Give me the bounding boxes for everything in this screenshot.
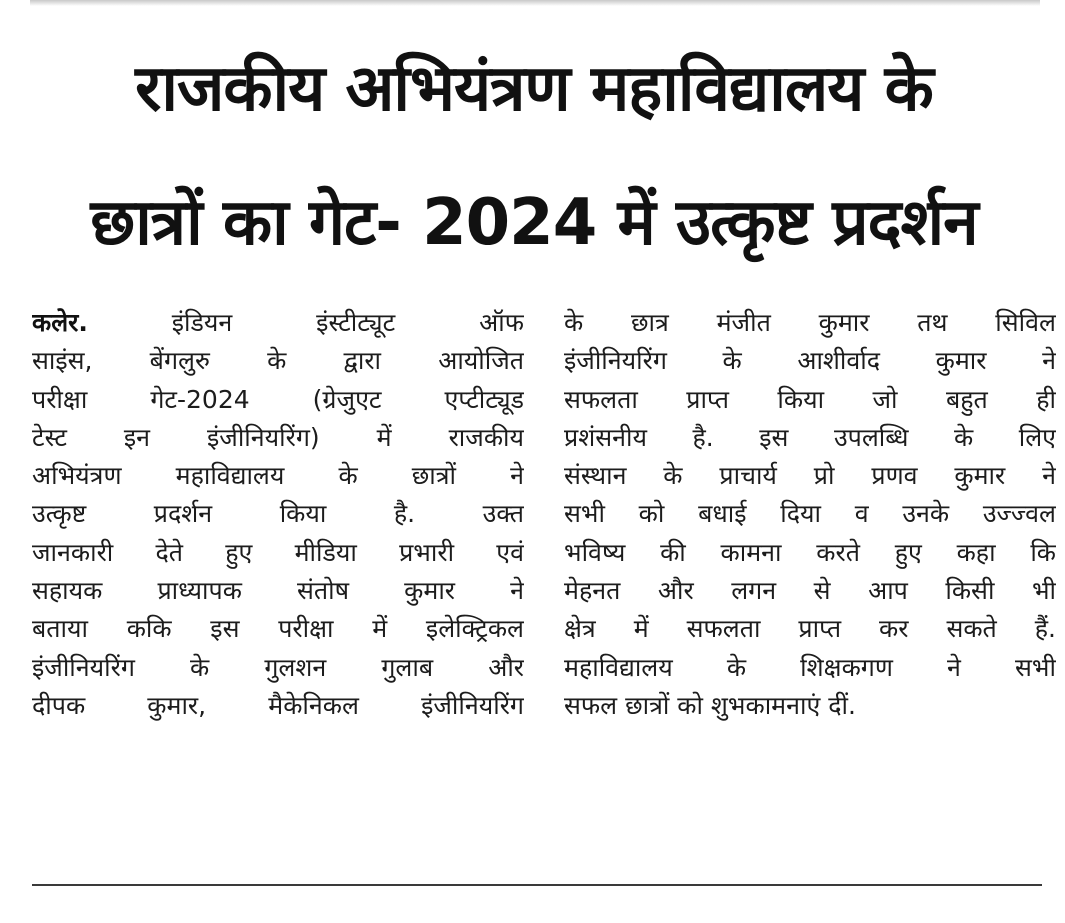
article-line: साइंस, बेंगलुरु के द्वारा आयोजित <box>32 346 524 376</box>
article-line: परीक्षा गेट-2024 (ग्रेजुएट एप्टीट्यूड <box>32 384 524 414</box>
headline <box>24 22 1044 290</box>
article-line: इंजीनियरिंग के गुलशन गुलाब और <box>32 652 524 682</box>
bottom-divider <box>32 884 1042 886</box>
dateline: कलेर. <box>32 308 88 337</box>
article-line: सभी को बधाई दिया व उनके उज्ज्वल <box>564 499 1056 529</box>
article-line: बताया ककि इस परीक्षा में इलेक्ट्रिकल <box>32 614 524 644</box>
article-line-text: इंडियन इंस्टीट्यूट ऑफ <box>87 308 524 337</box>
headline-line-2: छात्रों का गेट- 2024 में उत्कृष्ट प्रदर्शन <box>90 186 978 260</box>
article-line: जानकारी देते हुए मीडिया प्रभारी एवं <box>32 537 524 567</box>
article-line: सफल छात्रों को शुभकामनाएं दीं. <box>564 690 856 720</box>
article-column-right <box>564 304 1056 725</box>
article-line: टेस्ट इन इंजीनियरिंग) में राजकीय <box>32 422 524 452</box>
article-line <box>32 304 524 342</box>
article-line: के छात्र मंजीत कुमार तथ सिविल <box>564 308 1056 337</box>
article-line: महाविद्यालय के शिक्षकगण ने सभी <box>564 652 1056 682</box>
article-line: क्षेत्र में सफलता प्राप्त कर सकते हैं. <box>564 614 1056 644</box>
article-line: दीपक कुमार, मैकेनिकल इंजीनियरिंग <box>32 690 524 720</box>
article-line: इंजीनियरिंग के आशीर्वाद कुमार ने <box>564 346 1056 376</box>
article-line: भविष्य की कामना करते हुए कहा कि <box>564 537 1056 567</box>
article-line: प्रशंसनीय है. इस उपलब्धि के लिए <box>564 422 1056 452</box>
article-line: उत्कृष्ट प्रदर्शन किया है. उक्त <box>32 499 524 529</box>
headline-line-1: राजकीय अभियंत्रण महाविद्यालय के <box>135 52 933 126</box>
article-line: सफलता प्राप्त किया जो बहुत ही <box>564 384 1056 414</box>
article-line: संस्थान के प्राचार्य प्रो प्रणव कुमार ने <box>564 461 1056 491</box>
top-divider <box>30 0 1040 6</box>
article-line: अभियंत्रण महाविद्यालय के छात्रों ने <box>32 461 524 491</box>
article-column-left <box>32 304 524 725</box>
article-line: मेहनत और लगन से आप किसी भी <box>564 576 1056 606</box>
article-line: सहायक प्राध्यापक संतोष कुमार ने <box>32 576 524 606</box>
article-body <box>32 304 1056 864</box>
